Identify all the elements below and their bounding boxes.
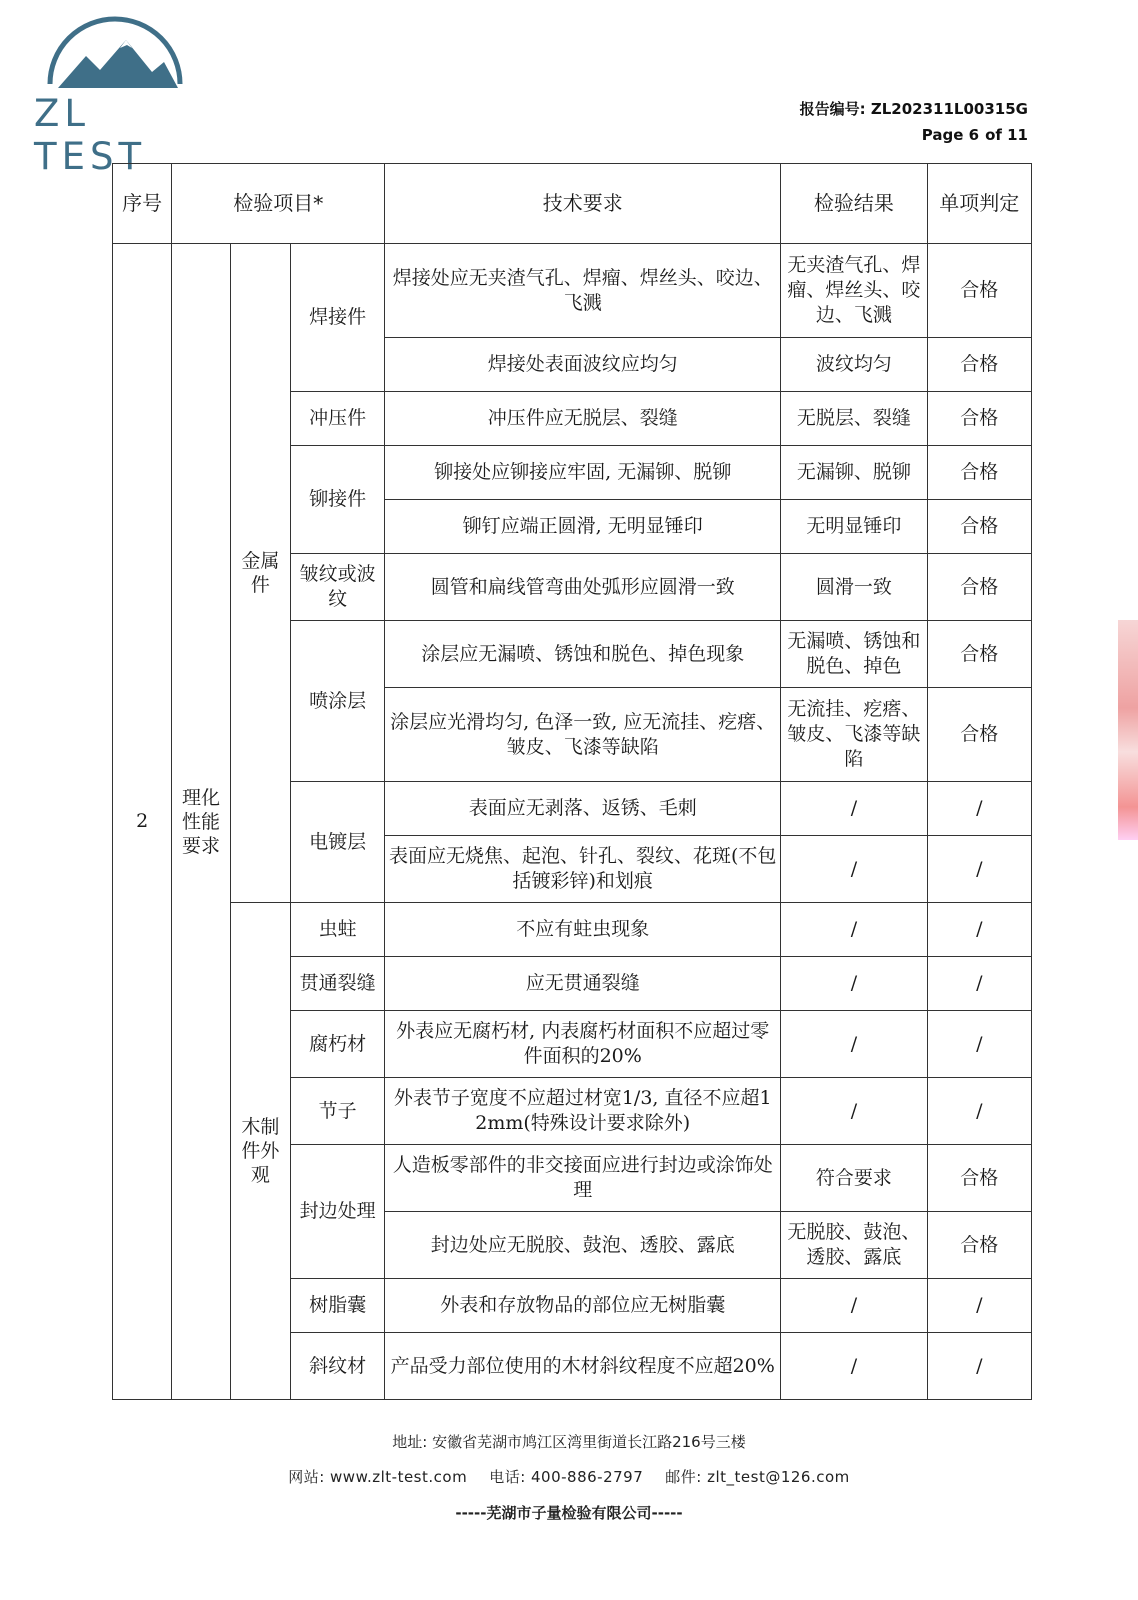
judgment-cell: 合格 [927, 244, 1031, 338]
group-wood: 木制件外观 [230, 903, 290, 1400]
result-cell: 无明显锤印 [781, 500, 927, 554]
result-cell: / [781, 1279, 927, 1333]
group-metal: 金属件 [230, 244, 290, 903]
result-cell: 无夹渣气孔、焊瘤、焊丝头、咬边、飞溅 [781, 244, 927, 338]
result-cell: / [781, 957, 927, 1011]
header-item: 检验项目* [172, 164, 385, 244]
page-of: of 11 [985, 126, 1028, 144]
table-row [113, 244, 1032, 338]
requirement-cell: 焊接处表面波纹应均匀 [385, 338, 781, 392]
result-cell: 波纹均匀 [781, 338, 927, 392]
page-indicator [916, 126, 1028, 144]
result-cell: / [781, 1078, 927, 1145]
requirement-cell: 冲压件应无脱层、裂缝 [385, 392, 781, 446]
judgment-cell: / [927, 1011, 1031, 1078]
judgment-cell: 合格 [927, 688, 1031, 782]
inspection-table [112, 163, 1032, 1400]
sub-item: 铆接件 [291, 446, 385, 554]
result-cell: / [781, 836, 927, 903]
judgment-cell: / [927, 782, 1031, 836]
requirement-cell: 外表和存放物品的部位应无树脂囊 [385, 1279, 781, 1333]
requirement-cell: 表面应无烧焦、起泡、针孔、裂纹、花斑(不包括镀彩锌)和划痕 [385, 836, 781, 903]
result-cell: 无脱胶、鼓泡、透胶、露底 [781, 1212, 927, 1279]
sub-item: 封边处理 [291, 1145, 385, 1279]
footer-company: -----芜湖市子量检验有限公司----- [455, 1504, 683, 1522]
company-logo [28, 14, 208, 178]
judgment-cell: / [927, 1078, 1031, 1145]
header-judgment: 单项判定 [927, 164, 1031, 244]
judgment-cell: 合格 [927, 500, 1031, 554]
requirement-cell: 封边处应无脱胶、鼓泡、透胶、露底 [385, 1212, 781, 1279]
footer-address: 地址: 安徽省芜湖市鸠江区湾里街道长江路216号三楼 [392, 1433, 746, 1451]
requirement-cell: 涂层应光滑均匀, 色泽一致, 应无流挂、疙瘩、皱皮、飞漆等缺陷 [385, 688, 781, 782]
requirement-cell: 应无贯通裂缝 [385, 957, 781, 1011]
header-seq: 序号 [113, 164, 172, 244]
judgment-cell: / [927, 957, 1031, 1011]
footer-email: 邮件: zlt_test@126.com [665, 1468, 850, 1486]
result-cell: 无漏喷、锈蚀和脱色、掉色 [781, 621, 927, 688]
sub-item: 皱纹或波纹 [291, 554, 385, 621]
logo-text: ZL TEST [34, 92, 147, 178]
requirement-cell: 涂层应无漏喷、锈蚀和脱色、掉色现象 [385, 621, 781, 688]
result-cell: 无漏铆、脱铆 [781, 446, 927, 500]
judgment-cell: / [927, 903, 1031, 957]
result-cell: / [781, 782, 927, 836]
footer-website: 网站: www.zlt-test.com [288, 1468, 468, 1486]
seq-cell: 2 [113, 244, 172, 1400]
sub-item: 喷涂层 [291, 621, 385, 782]
requirement-cell: 人造板零部件的非交接面应进行封边或涂饰处理 [385, 1145, 781, 1212]
judgment-cell: 合格 [927, 554, 1031, 621]
report-number: 报告编号: ZL202311L00315G [799, 100, 1028, 118]
requirement-cell: 外表应无腐朽材, 内表腐朽材面积不应超过零件面积的20% [385, 1011, 781, 1078]
result-cell: 符合要求 [781, 1145, 927, 1212]
requirement-cell: 不应有蛀虫现象 [385, 903, 781, 957]
sub-item: 冲压件 [291, 392, 385, 446]
requirement-cell: 表面应无剥落、返锈、毛刺 [385, 782, 781, 836]
judgment-cell: 合格 [927, 392, 1031, 446]
header-requirement: 技术要求 [385, 164, 781, 244]
requirement-cell: 产品受力部位使用的木材斜纹程度不应超20% [385, 1333, 781, 1400]
footer-phone: 电话: 400-886-2797 [489, 1468, 644, 1486]
judgment-cell: 合格 [927, 621, 1031, 688]
header-result: 检验结果 [781, 164, 927, 244]
table-row [113, 903, 1032, 957]
result-cell: 无流挂、疙瘩、皱皮、飞漆等缺陷 [781, 688, 927, 782]
sub-item: 贯通裂缝 [291, 957, 385, 1011]
table-header-row [113, 164, 1032, 244]
judgment-cell: / [927, 1333, 1031, 1400]
requirement-cell: 外表节子宽度不应超过材宽1/3, 直径不应超12mm(特殊设计要求除外) [385, 1078, 781, 1145]
judgment-cell: 合格 [927, 1212, 1031, 1279]
result-cell: / [781, 1011, 927, 1078]
judgment-cell: 合格 [927, 446, 1031, 500]
judgment-cell: / [927, 836, 1031, 903]
result-cell: 无脱层、裂缝 [781, 392, 927, 446]
sub-item: 腐朽材 [291, 1011, 385, 1078]
requirement-cell: 圆管和扁线管弯曲处弧形应圆滑一致 [385, 554, 781, 621]
sub-item: 树脂囊 [291, 1279, 385, 1333]
requirement-cell: 铆钉应端正圆滑, 无明显锤印 [385, 500, 781, 554]
sub-item: 电镀层 [291, 782, 385, 903]
result-cell: / [781, 1333, 927, 1400]
mountain-logo-icon [28, 14, 208, 104]
category-cell: 理化性能要求 [172, 244, 230, 1400]
sub-item: 节子 [291, 1078, 385, 1145]
page-label: Page 6 [921, 126, 980, 144]
judgment-cell: 合格 [927, 1145, 1031, 1212]
result-cell: 圆滑一致 [781, 554, 927, 621]
sub-item: 焊接件 [291, 244, 385, 392]
requirement-cell: 焊接处应无夹渣气孔、焊瘤、焊丝头、咬边、飞溅 [385, 244, 781, 338]
result-cell: / [781, 903, 927, 957]
sub-item: 虫蛀 [291, 903, 385, 957]
seal-stamp-edge [1118, 620, 1138, 840]
footer-contact [0, 1466, 1138, 1487]
judgment-cell: / [927, 1279, 1031, 1333]
sub-item: 斜纹材 [291, 1333, 385, 1400]
requirement-cell: 铆接处应铆接应牢固, 无漏铆、脱铆 [385, 446, 781, 500]
judgment-cell: 合格 [927, 338, 1031, 392]
